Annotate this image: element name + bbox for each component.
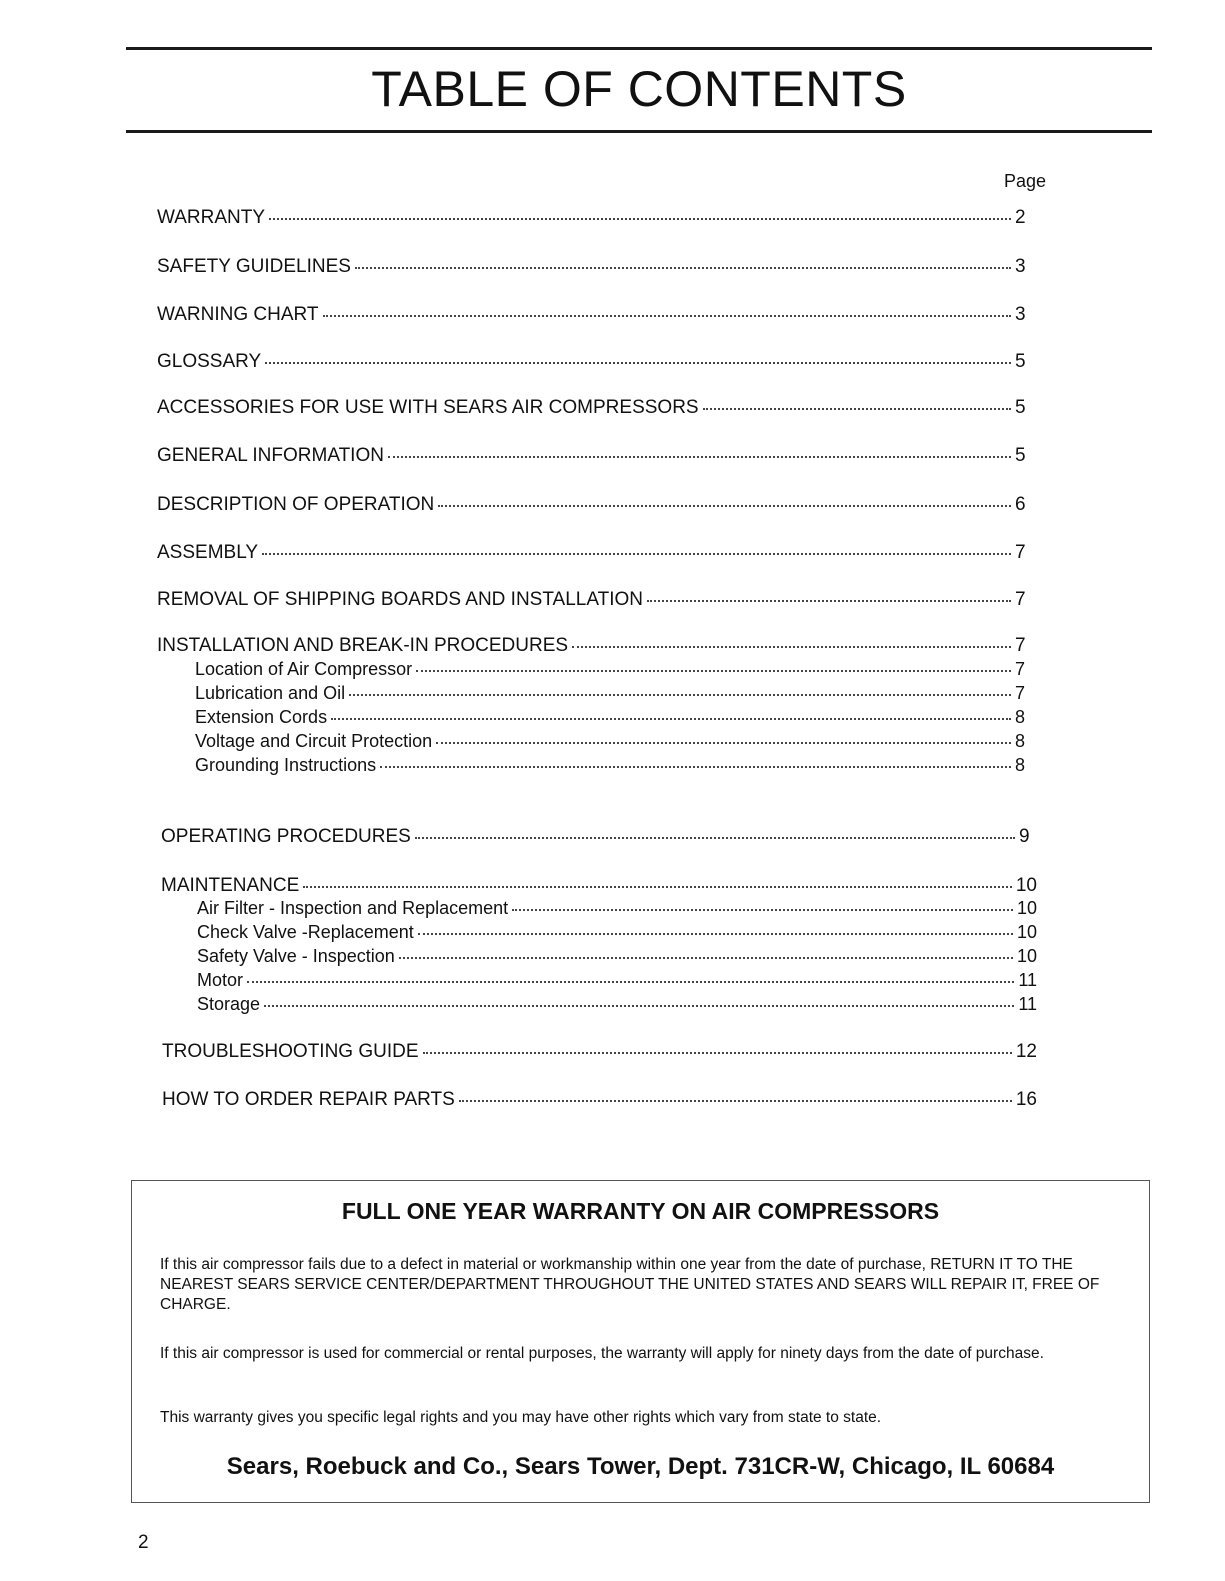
dot-leader — [355, 267, 1011, 269]
toc-entry-page: 10 — [1016, 898, 1037, 918]
dot-leader — [269, 218, 1011, 220]
page-number: 2 — [138, 1532, 149, 1553]
toc-entry-page: 3 — [1015, 256, 1026, 277]
toc-entry-label: TROUBLESHOOTING GUIDE — [162, 1041, 419, 1062]
toc-entry-label: Motor — [197, 970, 244, 990]
toc-subentry-grounding-instructions — [195, 755, 1029, 776]
top-rule — [126, 47, 1152, 50]
toc-entry-accessories — [157, 397, 1029, 419]
warranty-paragraph-1: If this air compressor fails due to a defect in material or workmanship within one year from the date of purchase, RETURN IT TO THE NEAREST SEARS SERVICE CENTER/DEPARTMENT THROUGHOUT THE UNITED STATES AND SEARS WILL REPAIR IT, FREE OF CHARGE. — [160, 1256, 1100, 1313]
dot-leader — [703, 408, 1011, 410]
toc-entry-label: Lubrication and Oil — [195, 683, 346, 703]
dot-leader — [647, 600, 1011, 602]
toc-entry-page: 8 — [1015, 731, 1026, 751]
toc-subentry-air-filter — [197, 898, 1037, 919]
toc-entry-general-information — [157, 445, 1029, 467]
toc-entry-page: 5 — [1015, 397, 1026, 418]
warranty-box — [131, 1180, 1150, 1503]
toc-entry-label: Extension Cords — [195, 707, 328, 727]
toc-entry-label: Air Filter - Inspection and Replacement — [197, 898, 509, 918]
dot-leader — [265, 362, 1011, 364]
toc-entry-page: 9 — [1019, 826, 1030, 847]
toc-entry-troubleshooting-guide — [162, 1041, 1037, 1063]
dot-leader — [438, 505, 1011, 507]
toc-entry-label: GENERAL INFORMATION — [157, 445, 384, 466]
toc-entry-installation-and-break-in — [157, 635, 1029, 657]
toc-entry-label: OPERATING PROCEDURES — [161, 826, 411, 847]
dot-leader — [380, 766, 1011, 768]
dot-leader — [303, 886, 1012, 888]
dot-leader — [262, 553, 1011, 555]
toc-entry-label: Safety Valve - Inspection — [197, 946, 395, 966]
warranty-paragraph-3: This warranty gives you specific legal rights and you may have other rights which vary from state to state. — [160, 1409, 882, 1426]
toc-entry-page: 8 — [1015, 755, 1026, 775]
toc-entry-assembly — [157, 542, 1029, 564]
toc-entry-label: Storage — [197, 994, 261, 1014]
toc-entry-page: 7 — [1015, 683, 1026, 703]
page-title: TABLE OF CONTENTS — [371, 61, 907, 117]
toc-subentry-safety-valve — [197, 946, 1037, 967]
toc-entry-page: 2 — [1015, 207, 1026, 228]
toc-entry-description-of-operation — [157, 494, 1029, 516]
toc-subentry-motor — [197, 970, 1037, 991]
toc-entry-label: SAFETY GUIDELINES — [157, 256, 351, 277]
toc-entry-page: 7 — [1015, 635, 1026, 656]
toc-entry-glossary — [157, 351, 1029, 373]
dot-leader — [572, 646, 1011, 648]
dot-leader — [323, 315, 1012, 317]
dot-leader — [436, 742, 1011, 744]
toc-entry-warning-chart — [157, 304, 1029, 326]
warranty-paragraph-2: If this air compressor is used for commercial or rental purposes, the warranty will apply for ninety days from the date of purchase. — [160, 1345, 1044, 1362]
title-bottom-rule — [126, 130, 1152, 133]
dot-leader — [418, 933, 1013, 935]
toc-entry-page: 5 — [1015, 445, 1026, 466]
warranty-title: FULL ONE YEAR WARRANTY ON AIR COMPRESSORS — [341, 1198, 940, 1224]
dot-leader — [459, 1100, 1012, 1102]
toc-entry-how-to-order-repair-parts — [162, 1089, 1037, 1111]
dot-leader — [264, 1005, 1014, 1007]
toc-subentry-extension-cords — [195, 707, 1029, 728]
toc-entry-label: REMOVAL OF SHIPPING BOARDS AND INSTALLATION — [157, 589, 644, 610]
toc-entry-safety-guidelines — [157, 256, 1029, 278]
toc-entry-page: 3 — [1015, 304, 1026, 325]
toc-entry-page: 7 — [1015, 589, 1026, 610]
toc-entry-label: WARNING CHART — [157, 304, 319, 325]
toc-entry-label: Voltage and Circuit Protection — [195, 731, 433, 751]
toc-entry-page: 10 — [1016, 946, 1037, 966]
toc-entry-label: GLOSSARY — [157, 351, 262, 372]
dot-leader — [415, 837, 1015, 839]
dot-leader — [331, 718, 1011, 720]
toc-entry-page: 7 — [1015, 542, 1026, 563]
dot-leader — [416, 670, 1011, 672]
toc-subentry-storage — [197, 994, 1037, 1015]
toc-entry-label: Grounding Instructions — [195, 755, 377, 775]
toc-entry-removal-of-shipping-boards — [157, 589, 1029, 611]
warranty-address: Sears, Roebuck and Co., Sears Tower, Dept. 731CR-W, Chicago, IL 60684 — [226, 1453, 1055, 1480]
toc-entry-maintenance — [161, 875, 1037, 897]
toc-entry-page: 8 — [1015, 707, 1026, 727]
toc-entry-label: WARRANTY — [157, 207, 266, 228]
toc-subentry-location-of-air-compressor — [195, 659, 1029, 680]
toc-entry-page: 10 — [1016, 922, 1037, 942]
dot-leader — [423, 1052, 1012, 1054]
toc-entry-operating-procedures — [161, 826, 1033, 848]
toc-entry-page: 6 — [1015, 494, 1026, 515]
page-column-header: Page — [1004, 171, 1047, 191]
toc-entry-page: 10 — [1015, 875, 1037, 896]
toc-subentry-lubrication-and-oil — [195, 683, 1029, 704]
toc-entry-label: ASSEMBLY — [157, 542, 259, 563]
toc-entry-page: 5 — [1015, 351, 1026, 372]
toc-entry-label: Check Valve -Replacement — [197, 922, 414, 942]
toc-entry-label: MAINTENANCE — [161, 875, 300, 896]
dot-leader — [349, 694, 1011, 696]
toc-entry-label: DESCRIPTION OF OPERATION — [157, 494, 435, 515]
toc-entry-label: HOW TO ORDER REPAIR PARTS — [162, 1089, 455, 1110]
toc-entry-page: 7 — [1015, 659, 1026, 679]
toc-subentry-voltage-and-circuit-protection — [195, 731, 1029, 752]
toc-subentry-check-valve — [197, 922, 1037, 943]
toc-entry-label: ACCESSORIES FOR USE WITH SEARS AIR COMPRESSORS — [157, 397, 699, 418]
toc-entry-warranty — [157, 207, 1029, 229]
toc-entry-page: 16 — [1015, 1089, 1037, 1110]
toc-entry-label: Location of Air Compressor — [195, 659, 413, 679]
dot-leader — [388, 456, 1011, 458]
toc-entry-label: INSTALLATION AND BREAK-IN PROCEDURES — [157, 635, 569, 656]
dot-leader — [512, 909, 1013, 911]
dot-leader — [247, 981, 1014, 983]
toc-entry-page: 11 — [1018, 994, 1037, 1014]
toc-entry-page: 11 — [1018, 970, 1037, 990]
toc-entry-page: 12 — [1015, 1041, 1037, 1062]
dot-leader — [399, 957, 1013, 959]
